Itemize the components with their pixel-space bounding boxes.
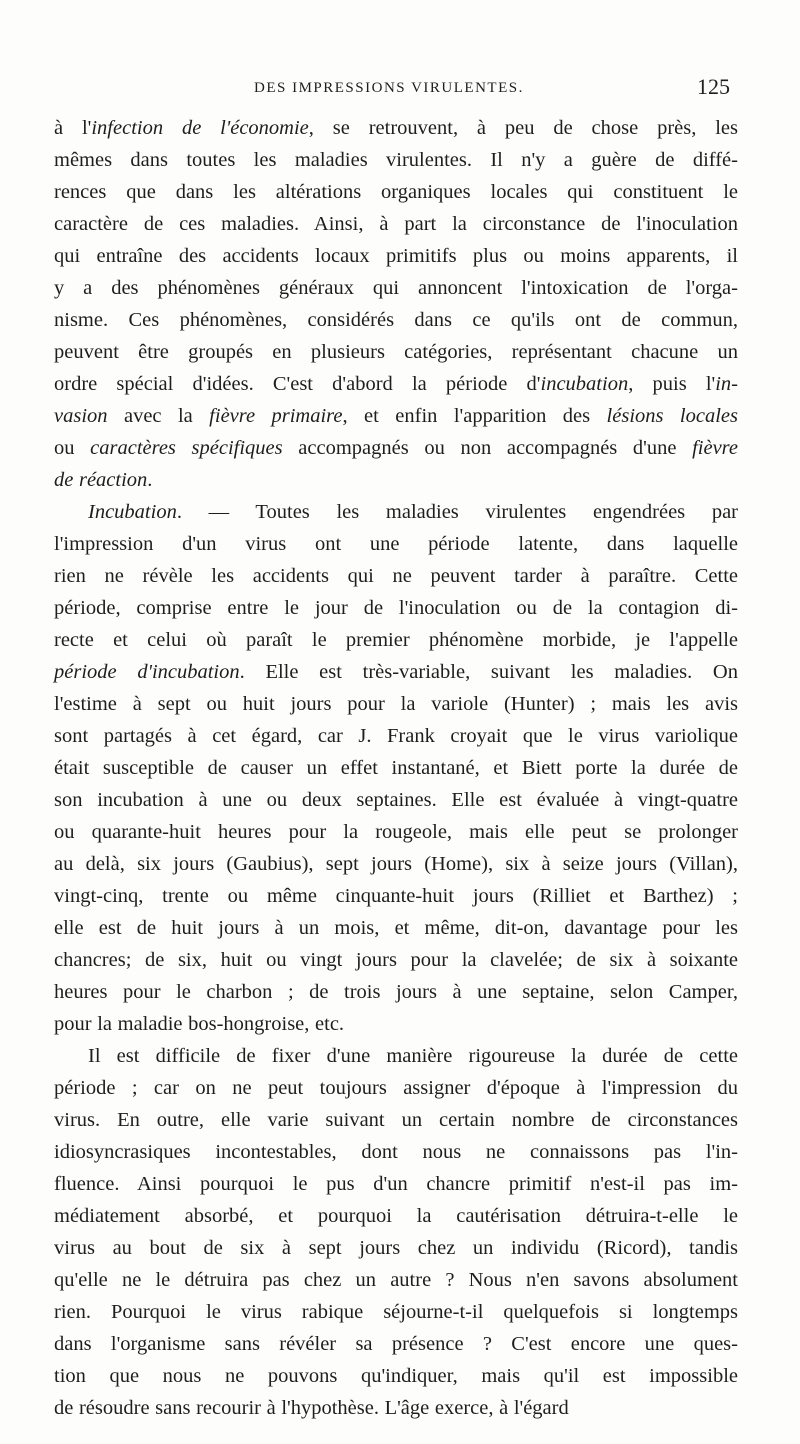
- text-line: idiosyncrasiques incontestables, dont nous ne connaissons pas l'in-: [54, 1141, 738, 1163]
- text-line: pour la maladie bos-hongroise, etc.: [54, 1013, 345, 1035]
- text-line: ordre spécial d'idées. C'est d'abord la période d'incubation, puis l'in-: [54, 373, 739, 395]
- text-line: à l'infection de l'économie, se retrouvent, à peu de chose près, les: [54, 117, 738, 139]
- text-line: sont partagés à cet égard, car J. Frank croyait que le virus variolique: [54, 725, 738, 747]
- text-line: recte et celui où paraît le premier phénomène morbide, je l'appelle: [54, 629, 738, 651]
- text-line: elle est de huit jours à un mois, et même, dit-on, davantage pour les: [54, 917, 738, 939]
- text-line: virus. En outre, elle varie suivant un certain nombre de circonstances: [54, 1109, 738, 1131]
- text-line: vasion avec la fièvre primaire, et enfin l'apparition des lésions locales: [54, 405, 738, 427]
- text-line: ou caractères spécifiques accompagnés ou non accompagnés d'une fièvre: [54, 437, 738, 459]
- paragraph: [54, 1040, 738, 1424]
- italic-term: lésions locales: [606, 405, 738, 427]
- page-number: 125: [697, 74, 730, 99]
- text-line: tion que nous ne pouvons qu'indiquer, mais qu'il est impossible: [54, 1365, 738, 1387]
- running-title: DES IMPRESSIONS VIRULENTES.: [254, 80, 524, 96]
- text-line: virus au bout de six à sept jours chez un individu (Ricord), tandis: [54, 1237, 738, 1259]
- italic-term: in-: [715, 373, 739, 395]
- text-line: qu'elle ne le détruira pas chez un autre ? Nous n'en savons absolument: [54, 1269, 738, 1291]
- text-line: y a des phénomènes généraux qui annoncent l'intoxication de l'orga-: [54, 277, 738, 299]
- text-line: peuvent être groupés en plusieurs catégories, représentant chacune un: [54, 341, 738, 363]
- text-line: nisme. Ces phénomènes, considérés dans ce qu'ils ont de commun,: [54, 309, 738, 331]
- text-line: vingt-cinq, trente ou même cinquante-huit jours (Rilliet et Barthez) ;: [54, 885, 738, 907]
- text-line: rien ne révèle les accidents qui ne peuvent tarder à paraître. Cette: [54, 565, 738, 587]
- text-line: période, comprise entre le jour de l'inoculation ou de la contagion di-: [54, 597, 738, 619]
- text-line: rien. Pourquoi le virus rabique séjourne-t-il quelquefois si longtemps: [54, 1301, 738, 1323]
- text-line: heures pour le charbon ; de trois jours à une septaine, selon Camper,: [54, 981, 738, 1003]
- text-line: Incubation. — Toutes les maladies virulentes engendrées par: [88, 501, 738, 523]
- text-line: Il est difficile de fixer d'une manière rigoureuse la durée de cette: [88, 1045, 738, 1067]
- running-head: [54, 76, 734, 104]
- text-line: caractère de ces maladies. Ainsi, à part la circonstance de l'inoculation: [54, 213, 738, 235]
- text-line: rences que dans les altérations organiques locales qui constituent le: [54, 181, 738, 203]
- text-line: période d'incubation. Elle est très-variable, suivant les maladies. On: [54, 661, 738, 683]
- italic-term: caractères spécifiques: [90, 437, 283, 459]
- text-line: dans l'organisme sans révéler sa présence ? C'est encore une ques-: [54, 1333, 738, 1355]
- text-line: de réaction.: [54, 469, 153, 491]
- italic-term: période d'incubation: [54, 661, 240, 683]
- italic-term: de réaction: [54, 469, 148, 491]
- text-line: fluence. Ainsi pourquoi le pus d'un chancre primitif n'est-il pas im-: [54, 1173, 738, 1195]
- text-line: son incubation à une ou deux septaines. Elle est évaluée à vingt-quatre: [54, 789, 738, 811]
- paragraph: [54, 496, 738, 1040]
- italic-term: infection de l'économie: [91, 117, 309, 139]
- text-line: ou quarante-huit heures pour la rougeole, mais elle peut se prolonger: [54, 821, 738, 843]
- italic-term: Incubation: [88, 501, 177, 523]
- text-line: l'estime à sept ou huit jours pour la variole (Hunter) ; mais les avis: [54, 693, 738, 715]
- text-line: mêmes dans toutes les maladies virulentes. Il n'y a guère de diffé-: [54, 149, 738, 171]
- italic-term: fièvre: [692, 437, 738, 459]
- paragraph: [54, 112, 738, 496]
- text-line: de résoudre sans recourir à l'hypothèse. L'âge exerce, à l'égard: [54, 1397, 569, 1419]
- italic-term: fièvre primaire: [209, 405, 343, 427]
- body-text: [54, 112, 738, 1424]
- text-line: l'impression d'un virus ont une période latente, dans laquelle: [54, 533, 738, 555]
- text-line: au delà, six jours (Gaubius), sept jours (Home), six à seize jours (Villan),: [54, 853, 738, 875]
- text-line: chancres; de six, huit ou vingt jours pour la clavelée; de six à soixante: [54, 949, 738, 971]
- text-line: qui entraîne des accidents locaux primitifs plus ou moins apparents, il: [54, 245, 738, 267]
- italic-term: incubation: [540, 373, 629, 395]
- text-line: était susceptible de causer un effet instantané, et Biett porte la durée de: [54, 757, 738, 779]
- text-line: médiatement absorbé, et pourquoi la cautérisation détruira-t-elle le: [54, 1205, 738, 1227]
- italic-term: vasion: [54, 405, 108, 427]
- text-line: période ; car on ne peut toujours assigner d'époque à l'impression du: [54, 1077, 738, 1099]
